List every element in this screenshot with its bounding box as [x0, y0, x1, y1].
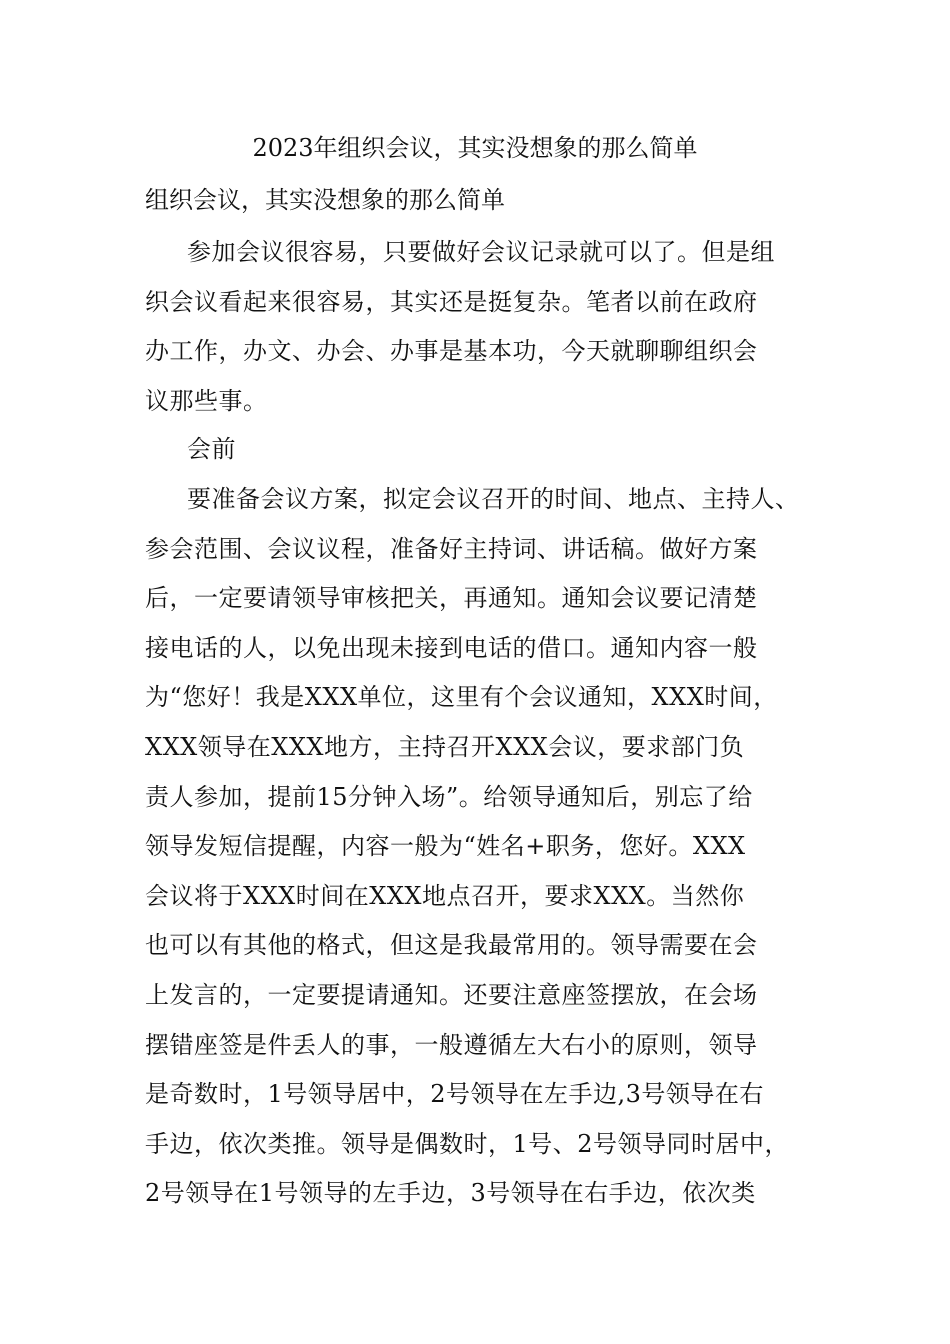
- document-title: 2023年组织会议，其实没想象的那么简单: [252, 134, 698, 162]
- paragraph-line: 也可以有其他的格式，但这是我最常用的。领导需要在会: [145, 931, 758, 960]
- paragraph-line: XXX领导在XXX地方，主持召开XXX会议，要求部门负: [145, 732, 745, 761]
- paragraph-line: 后，一定要请领导审核把关，再通知。通知会议要记清楚: [145, 584, 758, 613]
- section-heading: [145, 425, 825, 475]
- paragraph-line: 织会议看起来很容易，其实还是挺复杂。笔者以前在政府: [145, 287, 758, 316]
- paragraph-line: 会议将于XXX时间在XXX地点召开，要求XXX。当然你: [145, 881, 745, 910]
- paragraph-line: 参加会议很容易，只要做好会议记录就可以了。但是组: [187, 238, 775, 266]
- intro-paragraph: [145, 228, 825, 426]
- document-subtitle: 组织会议，其实没想象的那么简单: [145, 186, 505, 214]
- paragraph-line: 是奇数时，1号领导居中，2号领导在左手边,3号领导在右: [145, 1080, 764, 1109]
- paragraph-line: 领导发短信提醒，内容一般为“姓名+职务，您好。XXX: [145, 832, 746, 861]
- paragraph-line: 为“您好！我是XXX单位，这里有个会议通知，XXX时间，: [145, 683, 778, 712]
- paragraph-line: 接电话的人，以免出现未接到电话的借口。通知内容一般: [145, 633, 758, 662]
- before-meeting-paragraph: [145, 475, 825, 1219]
- paragraph-line: 手边，依次类推。领导是偶数时，1号、2号领导同时居中，: [145, 1129, 790, 1158]
- paragraph-line: 上发言的，一定要提请通知。还要注意座签摆放，在会场: [145, 980, 758, 1009]
- paragraph-line: 摆错座签是件丢人的事，一般遵循左大右小的原则，领导: [145, 1030, 758, 1059]
- paragraph-line: 办工作，办文、办会、办事是基本功，今天就聊聊组织会: [145, 337, 758, 366]
- section-heading-text: 会前: [187, 435, 236, 463]
- paragraph-line: 参会范围、会议议程，准备好主持词、讲话稿。做好方案: [145, 534, 758, 563]
- paragraph-line: 议那些事。: [145, 386, 268, 415]
- paragraph-line: 2号领导在1号领导的左手边，3号领导在右手边，依次类: [145, 1179, 756, 1208]
- paragraph-line: 责人参加，提前15分钟入场”。给领导通知后，别忘了给: [145, 782, 753, 811]
- paragraph-line: 要准备会议方案，拟定会议召开的时间、地点、主持人、: [187, 485, 800, 513]
